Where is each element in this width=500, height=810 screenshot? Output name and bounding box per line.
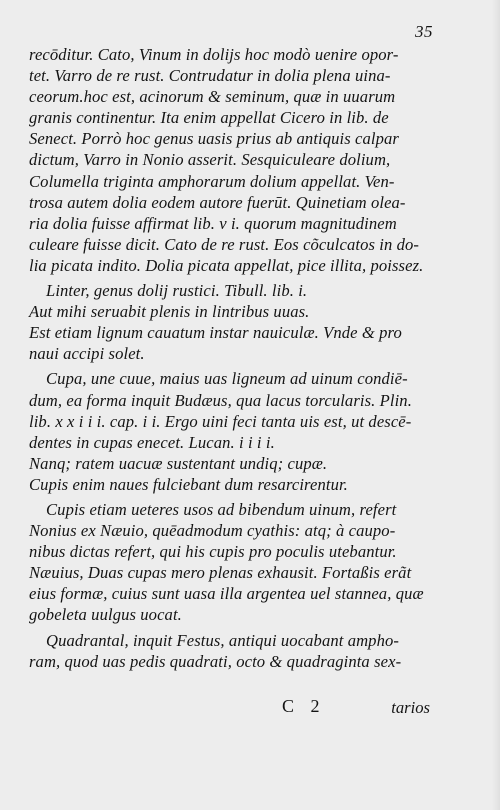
text-line: dentes in cupas enecet. Lucan. i i i i. (29, 432, 275, 452)
text-line: nibus dictas refert, qui his cupis pro poculis utebantur. (29, 542, 397, 562)
text-line: lia picata indito. Dolia picata appellat, pice illita, poissez. (29, 255, 424, 275)
text-line: Cupa, une cuue, maius uas ligneum ad uinum condiē- (46, 369, 408, 389)
text-line: culeare fuisse dicit. Cato de re rust. Eos cõculcatos in do- (29, 234, 420, 254)
page-edge-shadow (492, 0, 500, 810)
page-number: 35 (415, 22, 433, 41)
text-line: ram, quod uas pedis quadrati, octo & quadraginta sex- (29, 651, 402, 671)
text-line: tet. Varro de re rust. Contrudatur in dolia plena uina- (29, 66, 391, 86)
catchword: tarios (391, 698, 430, 717)
text-line: naui accipi solet. (29, 344, 145, 364)
text-line: trosa autem dolia eodem autore fuerūt. Quinetiam olea- (29, 192, 406, 212)
text-line: dictum, Varro in Nonio asserit. Sesquiculeare dolium, (29, 150, 391, 170)
text-line: dum, ea forma inquit Budæus, qua lacus torcularis. Plin. (29, 390, 412, 410)
text-line: ria dolia fuisse affirmat lib. v i. quorum magnitudinem (29, 213, 397, 233)
text-line: eius formæ, cuius sunt uasa illa argentea uel stannea, quæ (29, 584, 424, 604)
text-line: Cupis enim naues fulciebant dum resarcirentur. (29, 474, 348, 494)
verse-line: Aut mihi seruabit plenis in lintribus uuas. (29, 302, 310, 322)
text-line: gobeleta uulgus uocat. (29, 605, 182, 625)
text-line: Linter, genus dolij rustici. Tibull. lib. i. (46, 281, 308, 301)
main-text-block (29, 44, 434, 672)
text-line: Senect. Porrò hoc genus uasis prius ab antiquis calpar (29, 129, 399, 149)
text-line: lib. x x i i i. cap. i i. Ergo uini feci tanta uis est, ut descē- (29, 411, 412, 431)
text-line: ceorum.hoc est, acinorum & seminum, quæ in uuarum (29, 87, 396, 107)
text-line: Est etiam lignum cauatum instar nauiculæ. Vnde & pro (29, 323, 402, 343)
signature-mark: C 2 (282, 696, 326, 716)
verse-line: Nanq; ratem uacuæ sustentant undiq; cupæ. (29, 453, 328, 473)
text-line: Quadrantal, inquit Festus, antiqui uocabant ampho- (46, 630, 399, 650)
text-line: recōditur. Cato, Vinum in dolijs hoc modò uenire opor- (29, 45, 399, 64)
text-line: granis continentur. Ita enim appellat Cicero in lib. de (29, 108, 389, 128)
page-footer (0, 696, 430, 720)
text-line: Nonius ex Næuio, quēadmodum cyathis: atq; à caupo- (29, 521, 396, 541)
text-line: Næuius, Duas cupas mero plenas exhausit. Fortaßis erãt (29, 563, 412, 583)
text-line: Columella triginta amphorarum dolium appellat. Ven- (29, 171, 395, 191)
text-line: Cupis etiam ueteres usos ad bibendum uinum, refert (46, 499, 397, 519)
